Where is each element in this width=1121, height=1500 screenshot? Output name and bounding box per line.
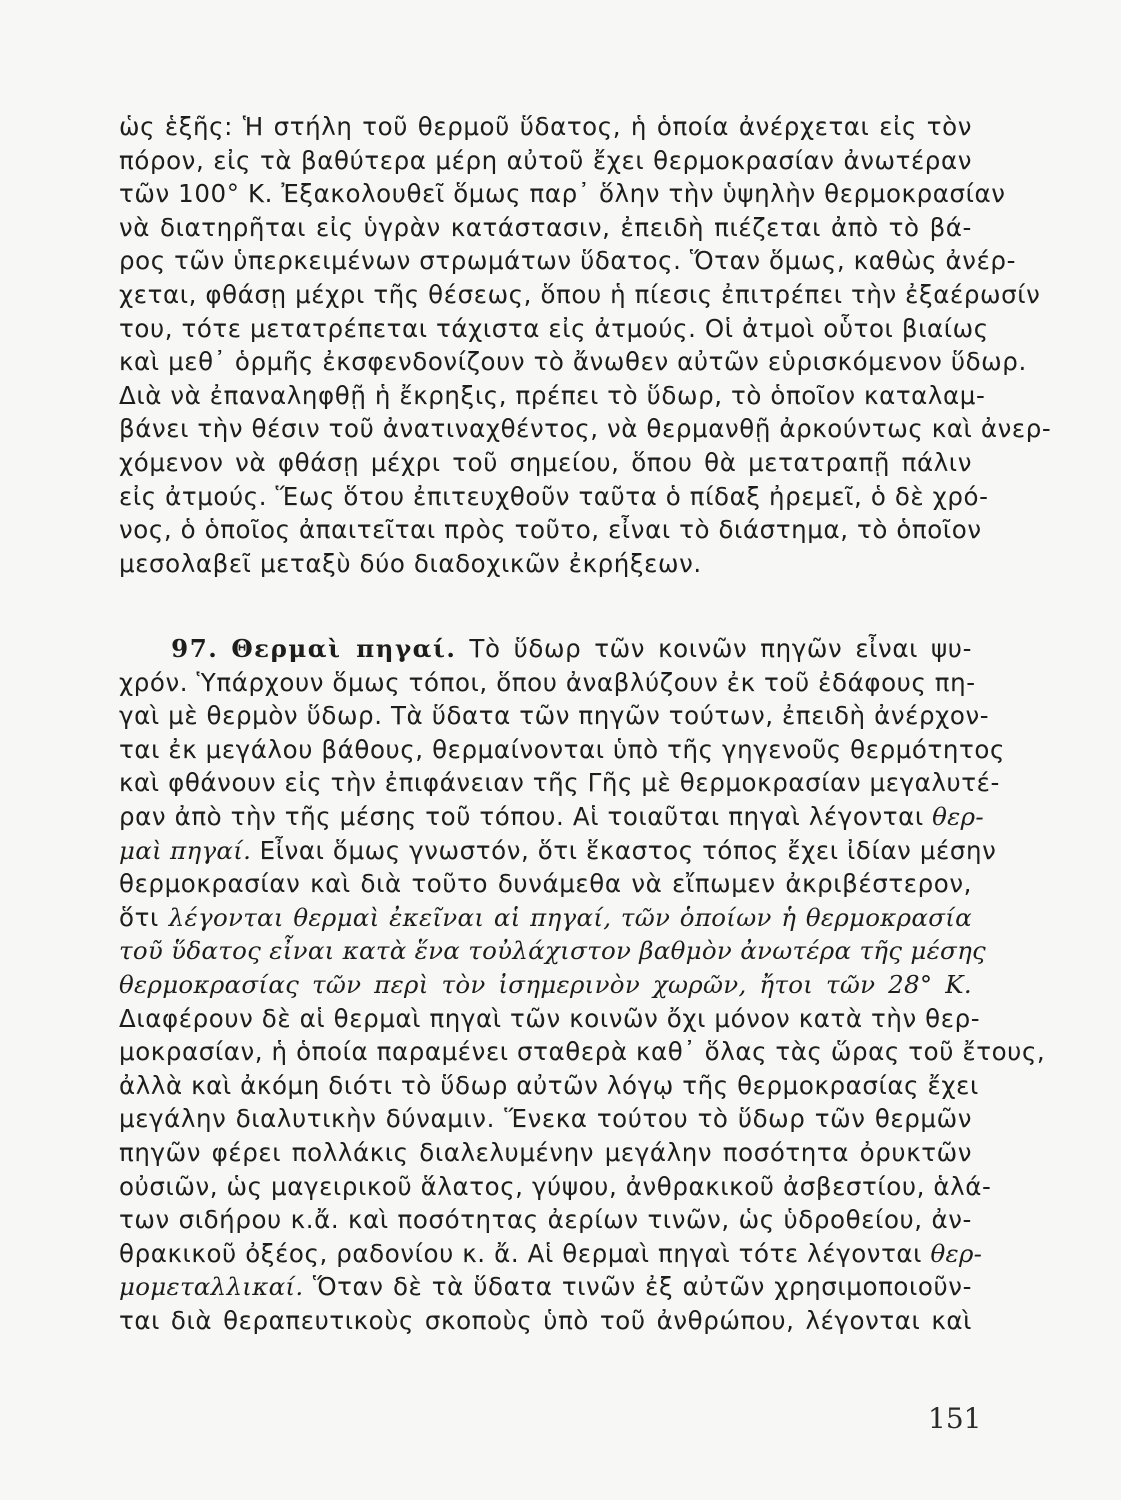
- text-segment: Ὅταν δὲ τὰ ὕδατα τινῶν ἐξ αὐτῶν χρησιμοποιοῦν-: [312, 1272, 973, 1302]
- text-line: καὶ φθάνουν εἰς τὴν ἐπιφάνειαν τῆς Γῆς μὲ θερμοκρασίαν μεγαλυτέ-: [119, 768, 1000, 798]
- text-line: ρος τῶν ὑπερκειμένων στρωμάτων ὕδατος. Ὅταν ὅμως, καθὼς ἀνέρ-: [119, 246, 1017, 276]
- text-line: [119, 834, 997, 868]
- italic-term: θερ-: [930, 1238, 983, 1268]
- text-line: ται διὰ θεραπευτικοὺς σκοποὺς ὑπὸ τοῦ ἀνθρώπου, λέγονται καὶ: [119, 1305, 972, 1335]
- paragraph-geysers: [119, 110, 1052, 580]
- text-line: νος, ὁ ὁποῖος ἀπαιτεῖται πρὸς τοῦτο, εἶναι τὸ διάστημα, τὸ ὁποῖον: [119, 515, 982, 545]
- italic-term: μαὶ πηγαί.: [119, 835, 252, 865]
- text-line: του, τότε μετατρέπεται τάχιστα εἰς ἀτμούς. Οἱ ἀτμοὶ οὗτοι βιαίως: [119, 313, 989, 343]
- text-line: εἰς ἀτμούς. Ἕως ὅτου ἐπιτευχθοῦν ταῦτα ὁ πίδαξ ἠρεμεῖ, ὁ δὲ χρό-: [119, 481, 989, 511]
- text-line: χρόν. Ὑπάρχουν ὅμως τόποι, ὅπου ἀναβλύζουν ἐκ τοῦ ἐδάφους πη-: [119, 667, 976, 697]
- text-segment: Εἶναι ὅμως γνωστόν, ὅτι ἕκαστος τόπος ἔχει ἰδίαν μέσην: [259, 835, 997, 865]
- italic-term: μομεταλλικαί.: [119, 1272, 304, 1302]
- text-line: χόμενον νὰ φθάσῃ μέχρι τοῦ σημείου, ὅπου θὰ μετατραπῇ πάλιν: [119, 447, 972, 477]
- text-line: [119, 1270, 972, 1304]
- text-line: γαὶ μὲ θερμὸν ὕδωρ. Τὰ ὕδατα τῶν πηγῶν τούτων, ἐπειδὴ ἀνέρχον-: [119, 701, 990, 731]
- text-line: οὐσιῶν, ὡς μαγειρικοῦ ἅλατος, γύψου, ἀνθρακικοῦ ἀσβεστίου, ἁλά-: [119, 1171, 992, 1201]
- text-line: των σιδήρου κ.ἄ. καὶ ποσότητας ἀερίων τινῶν, ὡς ὑδροθείου, ἀν-: [119, 1205, 972, 1235]
- section-hot-springs: [119, 632, 1046, 1337]
- text-line: θερμοκρασίαν καὶ διὰ τοῦτο δυνάμεθα νὰ εἴπωμεν ἀκριβέστερον,: [119, 869, 972, 899]
- italic-definition-line: θερμοκρασίας τῶν περὶ τὸν ἰσημερινὸν χωρῶν, ἤτοι τῶν 28° Κ.: [119, 969, 972, 999]
- text-segment: ραν ἀπὸ τὴν τῆς μέσης τοῦ τόπου. Αἱ τοιαῦται πηγαὶ λέγονται: [119, 801, 924, 831]
- section-title: Θερμαὶ πηγαί.: [231, 634, 457, 663]
- italic-definition-line: τοῦ ὕδατος εἶναι κατὰ ἕνα τοὐλάχιστον βαθμὸν ἀνωτέρα τῆς μέσης: [119, 936, 987, 966]
- text-line: μεσολαβεῖ μεταξὺ δύο διαδοχικῶν ἐκρήξεων.: [119, 548, 702, 578]
- text-line: ὡς ἑξῆς: Ἡ στήλη τοῦ θερμοῦ ὕδατος, ἡ ὁποία ἀνέρχεται εἰς τὸν: [119, 112, 972, 141]
- text-line: μεγάλην διαλυτικὴν δύναμιν. Ἕνεκα τούτου τὸ ὕδωρ τῶν θερμῶν: [119, 1104, 972, 1134]
- text-line: χεται, φθάσῃ μέχρι τῆς θέσεως, ὅπου ἡ πίεσις ἐπιτρέπει τὴν ἐξαέρωσίν: [119, 279, 1041, 309]
- text-line: τῶν 100° Κ. Ἐξακολουθεῖ ὅμως παρ᾽ ὅλην τὴν ὑψηλὴν θερμοκρασίαν: [119, 179, 1006, 209]
- text-line: [119, 800, 984, 834]
- italic-term: θερ-: [932, 801, 984, 831]
- text-segment: θρακικοῦ ὀξέος, ραδονίου κ. ἄ. Αἱ θερμαὶ πηγαὶ τότε λέγονται: [119, 1238, 923, 1268]
- text-line: νὰ διατηρῆται εἰς ὑγρὰν κατάστασιν, ἐπειδὴ πιέζεται ἀπὸ τὸ βά-: [119, 212, 972, 242]
- text-line: καὶ μεθ᾽ ὁρμῆς ἐκσφενδονίζουν τὸ ἄνωθεν αὐτῶν εὑρισκόμενον ὕδωρ.: [119, 347, 1027, 377]
- section-heading-line: [119, 632, 972, 666]
- text-line: βάνει τὴν θέσιν τοῦ ἀνατιναχθέντος, νὰ θερμανθῇ ἀρκούντως καὶ ἀνερ-: [119, 414, 1052, 444]
- text-segment: ὅτι: [119, 902, 159, 932]
- text-line: [119, 1237, 983, 1271]
- section-number: 97.: [171, 634, 219, 663]
- text-segment: Τὸ ὕδωρ τῶν κοινῶν πηγῶν εἶναι ψυ-: [469, 634, 973, 663]
- text-line: Διὰ νὰ ἐπαναληφθῇ ἡ ἔκρηξις, πρέπει τὸ ὕδωρ, τὸ ὁποῖον καταλαμ-: [119, 380, 986, 410]
- text-line: [119, 901, 972, 935]
- page-number: 151: [928, 1402, 982, 1435]
- text-line: πόρον, εἰς τὰ βαθύτερα μέρη αὐτοῦ ἔχει θερμοκρασίαν ἀνωτέραν: [119, 145, 972, 175]
- text-line: Διαφέρουν δὲ αἱ θερμαὶ πηγαὶ τῶν κοινῶν ὄχι μόνον κατὰ τὴν θερ-: [119, 1003, 981, 1033]
- text-line: πηγῶν φέρει πολλάκις διαλελυμένην μεγάλην ποσότητα ὀρυκτῶν: [119, 1137, 972, 1167]
- text-line: ἀλλὰ καὶ ἀκόμη διότι τὸ ὕδωρ αὐτῶν λόγῳ τῆς θερμοκρασίας ἔχει: [119, 1070, 979, 1100]
- text-line: μοκρασίαν, ἡ ὁποία παραμένει σταθερὰ καθ᾽ ὅλας τὰς ὥρας τοῦ ἔτους,: [119, 1037, 1046, 1067]
- italic-definition: λέγονται θερμαὶ ἐκεῖναι αἱ πηγαί, τῶν ὁποίων ἡ θερμοκρασία: [168, 902, 972, 932]
- text-line: ται ἐκ μεγάλου βάθους, θερμαίνονται ὑπὸ τῆς γηγενοῦς θερμότητος: [119, 734, 1005, 764]
